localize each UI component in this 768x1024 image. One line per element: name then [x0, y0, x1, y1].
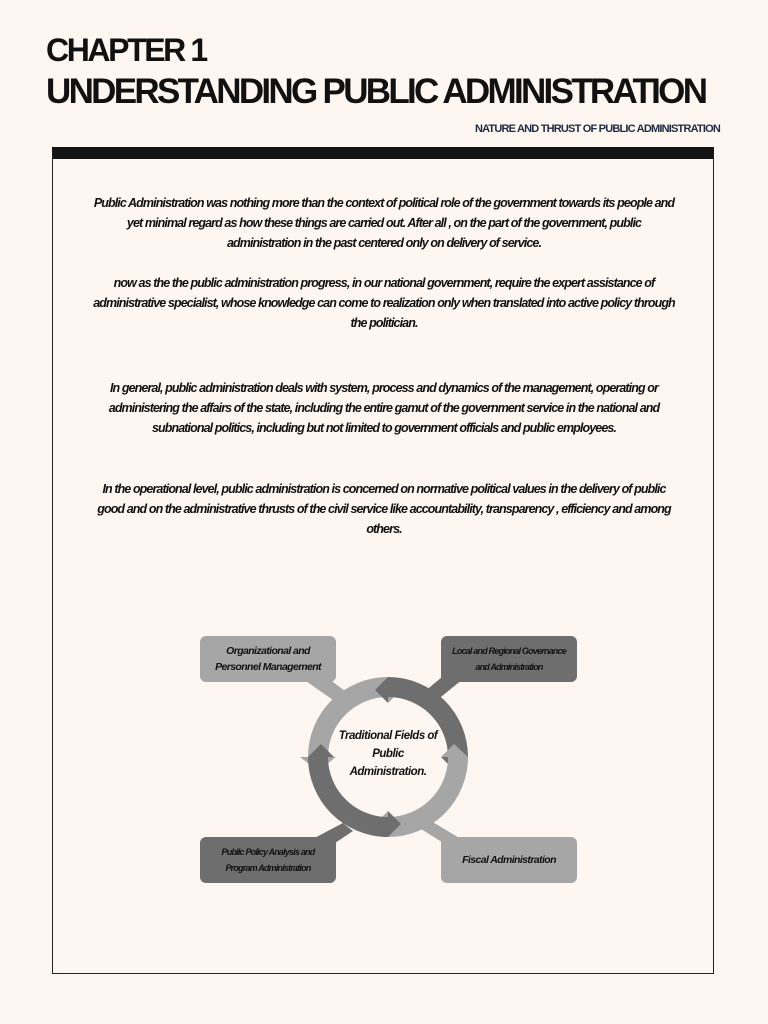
- field-label: Local and Regional Governance and Administration: [452, 646, 566, 672]
- content-panel: [52, 147, 714, 974]
- field-box-public-policy: [200, 837, 336, 883]
- section-subtitle: NATURE AND THRUST OF PUBLIC ADMINISTRATION: [474, 123, 720, 135]
- paragraph-4: In the operational level, public administration is concerned on normative political values in the delivery of public good and on the administrative thrusts of the civil service like accountability, transparency , efficiency and among others.: [97, 482, 671, 536]
- field-box-fiscal: [441, 837, 577, 883]
- field-label: Public Policy Analysis and Program Administration: [221, 847, 315, 873]
- paragraph-1: Public Administration was nothing more than the context of political role of the government towards its people and yet minimal regard as how these things are carried out. After all , on the part of the government, public administration in the past centered only on delivery of service.: [93, 196, 675, 250]
- field-box-organizational: [200, 636, 336, 682]
- chapter-title: UNDERSTANDING PUBLIC ADMINISTRATION: [46, 72, 706, 111]
- paragraph-3: In general, public administration deals with system, process and dynamics of the management, operating or administering the affairs of the state, including the entire gamut of the government service in the national and subnational politics, including but not limited to government officials and public employees.: [108, 381, 660, 435]
- chapter-number: CHAPTER 1: [46, 32, 206, 68]
- diagram-center-label: Traditional Fields of Public Administration.: [338, 730, 438, 778]
- field-label: Fiscal Administration: [462, 854, 556, 866]
- field-box-local-governance: [441, 636, 577, 682]
- paragraph-2: now as the the public administration progress, in our national government, require the expert assistance of administrative specialist, whose knowledge can come to realization only when translated into active policy through the politician.: [93, 276, 675, 330]
- fields-diagram: [53, 159, 715, 974]
- field-label: Organizational and Personnel Management: [215, 645, 321, 673]
